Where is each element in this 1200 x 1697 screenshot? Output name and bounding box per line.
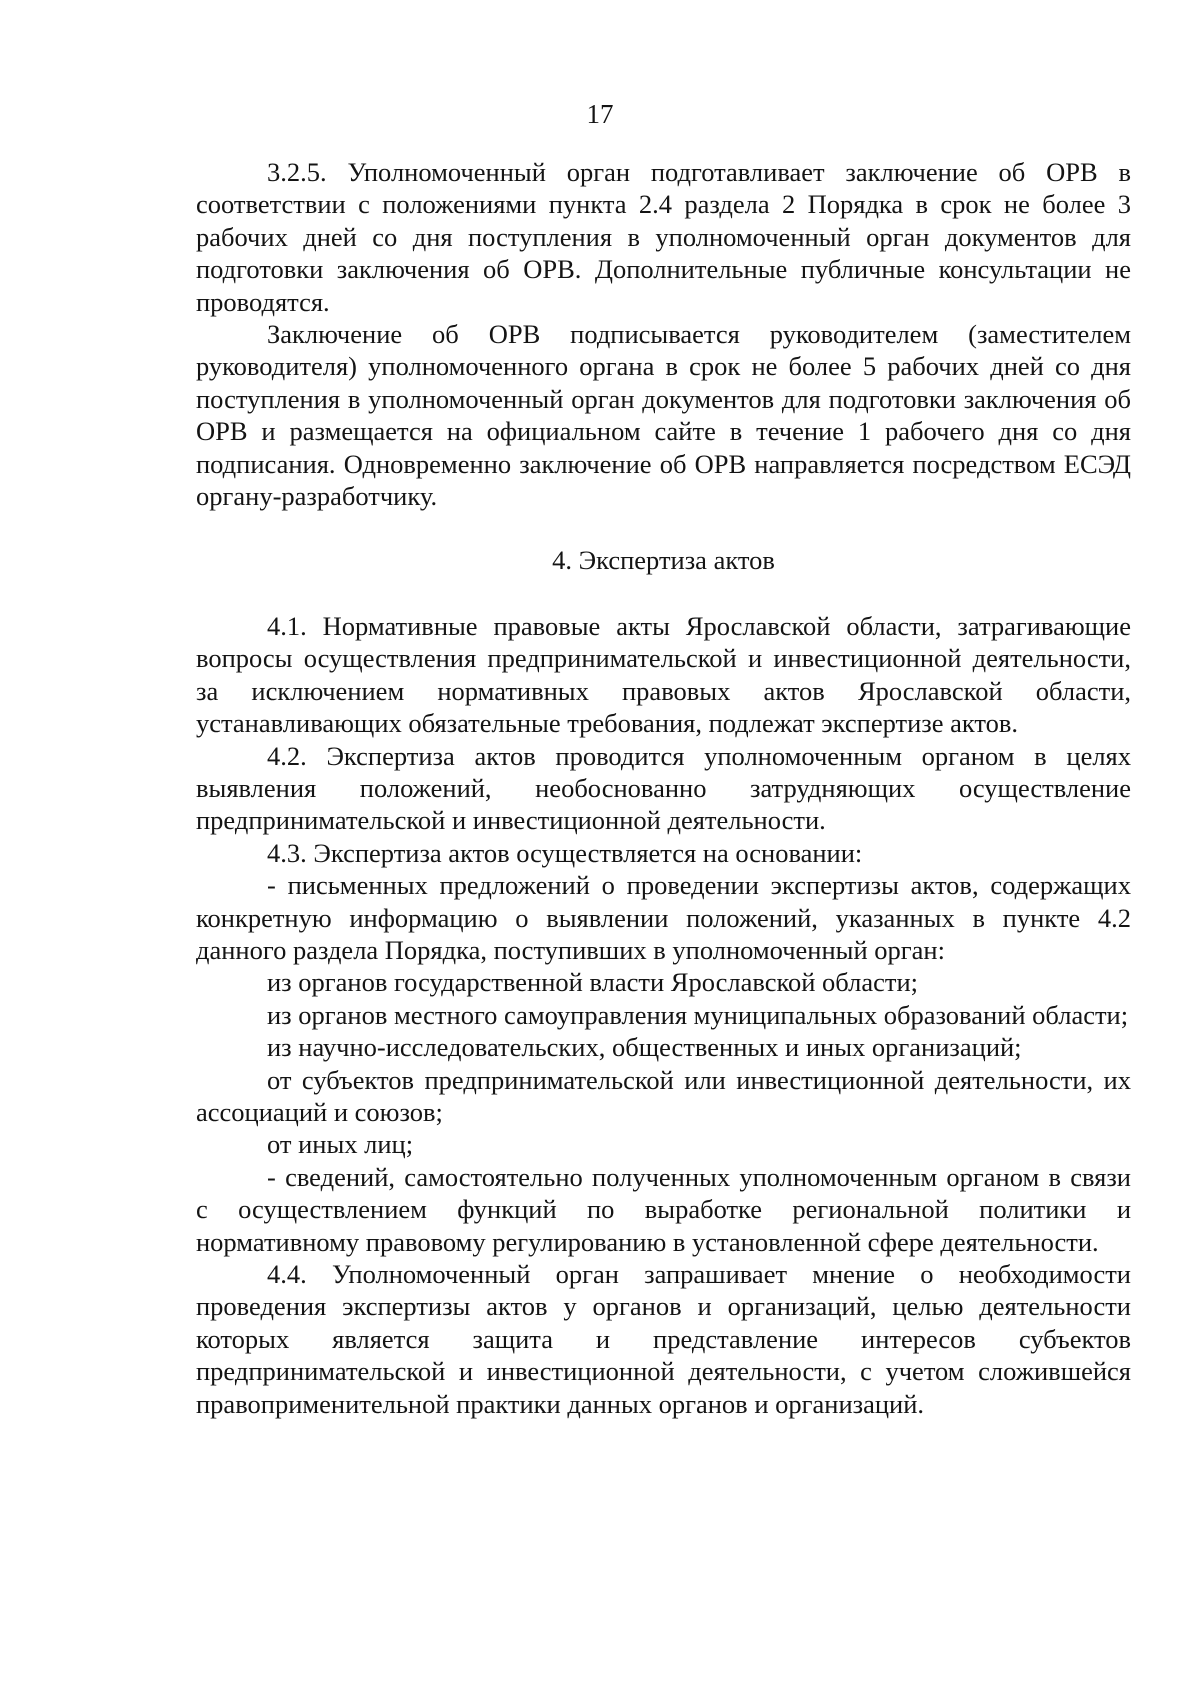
paragraph-4-1: 4.1. Нормативные правовые акты Ярославской области, затрагивающие вопросы осуществления предпринимательской и инвестиционной деятельности, за исключением нормативных правовых актов Ярославской области, устанавливающих обязательные требования, подлежат экспертизе актов.: [196, 610, 1131, 739]
list-item-own-information: - сведений, самостоятельно полученных уполномоченным органом в связи с осуществлением функций по выработке региональной политики и нормативному правовому регулированию в установленной сфере деятельности.: [196, 1161, 1131, 1257]
list-item-business-entities: от субъектов предпринимательской или инвестиционной деятельности, их ассоциаций и союзов;: [196, 1064, 1131, 1127]
list-item-local-government: из органов местного самоуправления муниципальных образований области;: [267, 999, 1129, 1030]
section-heading: 4. Экспертиза актов: [552, 545, 775, 576]
list-item-other-persons: от иных лиц;: [267, 1129, 414, 1160]
paragraph-4-3: 4.3. Экспертиза актов осуществляется на основании:: [267, 837, 863, 868]
document-body: [196, 156, 1131, 1420]
paragraph-4-4: 4.4. Уполномоченный орган запрашивает мнение о необходимости проведения экспертизы актов у органов и организаций, целью деятельности которых является защита и представление интересов субъектов предпринимательской и инвестиционной деятельности, с учетом сложившейся правоприменительной практики данных органов и организаций.: [196, 1259, 1131, 1419]
list-item-research-organizations: из научно-исследовательских, общественных и иных организаций;: [267, 1032, 1022, 1063]
paragraph-3-2-5: 3.2.5. Уполномоченный орган подготавливает заключение об ОРВ в соответствии с положениями пункта 2.4 раздела 2 Порядка в срок не более 3 рабочих дней со дня поступления в уполномоченный орган документов для подготовки заключения об ОРВ. Дополнительные публичные консультации не проводятся.: [196, 157, 1131, 317]
list-item-state-authorities: из органов государственной власти Ярославской области;: [267, 967, 918, 998]
paragraph-4-2: 4.2. Экспертиза актов проводится уполномоченным органом в целях выявления положений, необоснованно затрудняющих осуществление предпринимательской и инвестиционной деятельности.: [196, 740, 1131, 836]
list-item-written-proposals: - письменных предложений о проведении экспертизы актов, содержащих конкретную информацию о выявлении положений, указанных в пункте 4.2 данного раздела Порядка, поступивших в уполномоченный орган:: [196, 870, 1131, 965]
page-number: 17: [586, 99, 614, 129]
paragraph-conclusion-signing: Заключение об ОРВ подписывается руководителем (заместителем руководителя) уполномоченного органа в срок не более 5 рабочих дней со дня поступления в уполномоченный орган документов для подготовки заключения об ОРВ и размещается на официальном сайте в течение 1 рабочего дня со дня подписания. Одновременно заключение об ОРВ направляется посредством ЕСЭД органу-разработчику.: [196, 319, 1131, 512]
